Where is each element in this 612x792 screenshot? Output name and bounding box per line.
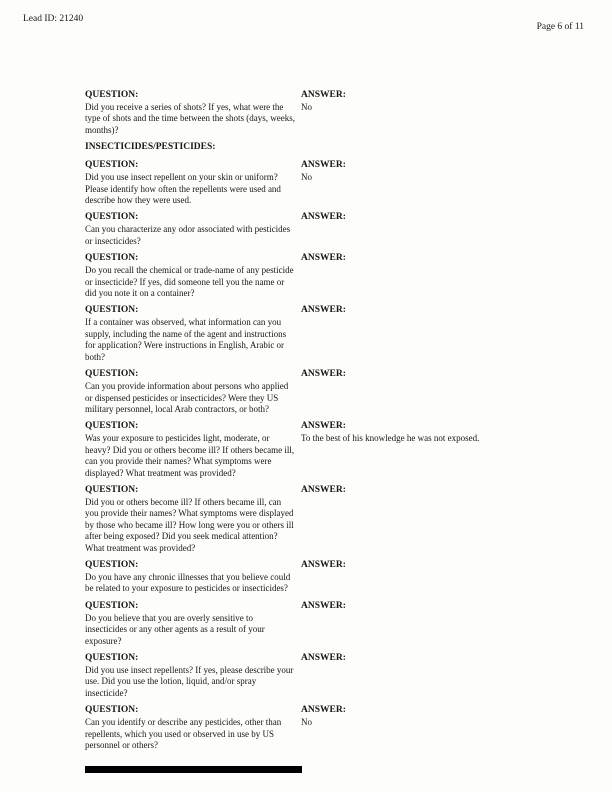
answer-label: ANSWER: (301, 253, 346, 264)
question-text: Do you believe that you are overly sensitive to insecticides or any other agents as a result of your exposure? (85, 612, 265, 646)
qa-row (85, 600, 542, 647)
question-label: QUESTION: (85, 212, 139, 223)
answer-text: No (301, 717, 312, 728)
qa-document-body (85, 89, 542, 756)
question-label: QUESTION: (85, 90, 139, 100)
question-text: Was your exposure to pesticides light, moderate, or heavy? Did you or others become ill? If others became ill, can you provide their names? What symptoms were displayed? What treatment was provided? (85, 433, 295, 478)
answer-label: ANSWER: (301, 600, 346, 611)
question-label: QUESTION: (85, 305, 139, 316)
answer-text: No (301, 172, 312, 183)
question-text: Did you receive a series of shots? If yes, what were the type of shots and the time between the shots (days, weeks, months)? (85, 102, 295, 135)
question-text: Did you use insect repellent on your skin or uniform? Please identify how often the repellents were used and describe how they were used. (85, 172, 281, 206)
answer-label: ANSWER: (301, 212, 346, 223)
question-label: QUESTION: (85, 653, 139, 663)
qa-row (85, 559, 542, 595)
question-label: QUESTION: (85, 484, 139, 495)
question-text: Did you or others become ill? If others became ill, can you provide their names? What symptoms were displayed by those who became ill? How long were you or others ill after being exposed? Did you seek medical attention? What treatment was provided? (85, 496, 294, 553)
page-header (0, 0, 612, 40)
question-label: QUESTION: (85, 705, 139, 716)
qa-row (85, 304, 542, 363)
question-label: QUESTION: (85, 369, 139, 380)
qa-row (85, 252, 542, 299)
redaction-bar (85, 766, 302, 773)
qa-row (85, 159, 542, 206)
question-text: Do you recall the chemical or trade-name of any pesticide or insecticide? If yes, did someone tell you the name or did you note it on a container? (85, 265, 294, 299)
question-text: Did you use insect repellents? If yes, please describe your use. Did you use the lotion, liquid, and/or spray insecticide? (85, 665, 294, 698)
answer-label: ANSWER: (301, 653, 346, 663)
question-label: QUESTION: (85, 559, 139, 570)
answer-label: ANSWER: (301, 160, 346, 171)
question-text: Can you characterize any odor associated with pesticides or insecticides? (85, 224, 291, 246)
qa-row (85, 652, 542, 699)
question-text: Do you have any chronic illnesses that you believe could be related to your exposure to pesticides or insecticides? (85, 571, 291, 594)
lead-id: Lead ID: 21240 (23, 14, 84, 24)
qa-row (85, 704, 542, 751)
section-header-insecticides: INSECTICIDES/PESTICIDES: (85, 142, 216, 153)
answer-label: ANSWER: (301, 705, 346, 716)
answer-text: To the best of his knowledge he was not exposed. (301, 433, 480, 444)
question-label: QUESTION: (85, 600, 139, 611)
page-number: Page 6 of 11 (536, 22, 584, 32)
question-text: Can you identify or describe any pesticides, other than repellents, which you used or observed in use by US personnel or others? (85, 717, 282, 751)
question-text: Can you provide information about persons who applied or dispensed pesticides or insecticides? Were they US military personnel, local Arab contractors, or both? (85, 381, 289, 414)
qa-row (85, 484, 542, 554)
answer-label: ANSWER: (301, 90, 346, 100)
answer-label: ANSWER: (301, 559, 346, 570)
question-label: QUESTION: (85, 160, 139, 171)
answer-label: ANSWER: (301, 484, 346, 495)
qa-row (85, 368, 542, 415)
question-text: If a container was observed, what information can you supply, including the name of the agent and instructions for application? Were instructions in English, Arabic or both? (85, 317, 287, 362)
question-label: QUESTION: (85, 421, 139, 432)
qa-row (85, 211, 542, 247)
answer-label: ANSWER: (301, 421, 346, 432)
answer-label: ANSWER: (301, 305, 346, 316)
qa-row (85, 420, 542, 479)
answer-label: ANSWER: (301, 369, 346, 380)
question-label: QUESTION: (85, 253, 139, 264)
answer-text: No (301, 102, 312, 112)
qa-row (85, 89, 542, 136)
